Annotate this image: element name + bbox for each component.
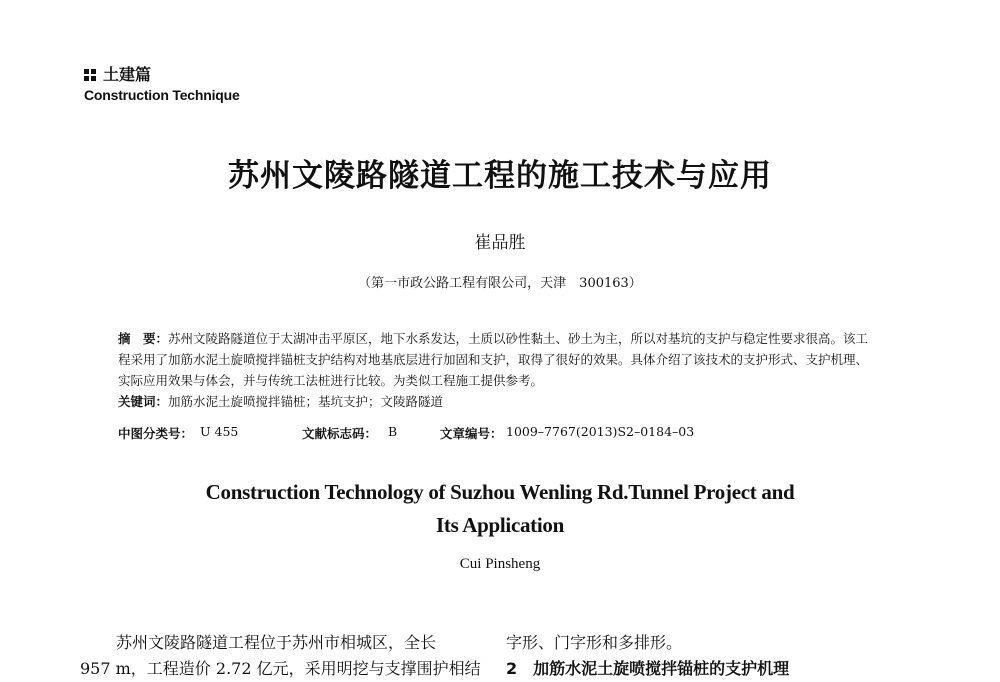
abstract-label: 摘 要： <box>118 331 169 346</box>
section-title-cn <box>84 66 240 84</box>
article-no-value: 1009–7767(2013)S2–0184–03 <box>506 424 695 439</box>
article-title-en <box>0 476 1000 542</box>
keywords-label: 关键词： <box>118 394 169 409</box>
keywords-line <box>118 391 878 412</box>
article-no-label: 文章编号： <box>440 426 503 441</box>
doc-code-value: B <box>388 424 398 439</box>
body-left-line-1: 苏州文陵路隧道工程位于苏州市相城区，全长 <box>116 633 437 652</box>
section-header <box>84 66 240 104</box>
body-right-line-1: 字形、门字形和多排形。 <box>506 633 683 652</box>
article-title-cn: 苏州文陵路隧道工程的施工技术与应用 <box>228 158 772 194</box>
abstract-block <box>118 328 878 412</box>
section-squares-icon <box>84 69 97 82</box>
affiliation-cn: （第一市政公路工程有限公司，天津 300163） <box>358 276 642 291</box>
author-en: Cui Pinsheng <box>459 556 541 572</box>
clc-value: U 455 <box>200 424 239 439</box>
abstract-text: 苏州文陵路隧道位于太湖冲击平原区，地下水系发达，土质以砂性黏土、砂土为主，所以对基坑的支护与稳定性要求很高。该工程采用了加筋水泥土旋喷搅拌锚桩支护结构对地基底层进行加固和支护，取得了很好的效果。具体介绍了该技术的支护形式、支护机理、实际应用效果与体会，并与传统工法桩进行比较。为类似工程施工提供参考。 <box>118 331 869 388</box>
doc-code-label: 文献标志码： <box>302 426 378 441</box>
section-label-cn: 土建篇 <box>103 65 152 84</box>
clc-label: 中图分类号： <box>118 426 194 441</box>
body-left-line-2: 957 m，工程造价 2.72 亿元，采用明挖与支撑围护相结 <box>80 659 481 678</box>
body-column-left <box>80 630 500 682</box>
title-en-line-2: Its Application <box>436 513 564 537</box>
body-column-right <box>506 630 926 682</box>
title-en-line-1: Construction Technology of Suzhou Wenling Rd.Tunnel Project and <box>205 480 795 504</box>
keywords-text: 加筋水泥土旋喷搅拌锚桩；基坑支护；文陵路隧道 <box>168 394 444 409</box>
abstract-paragraph <box>118 328 878 391</box>
section-heading-2: 2 加筋水泥土旋喷搅拌锚桩的支护机理 <box>506 659 790 678</box>
section-title-en: Construction Technique <box>84 87 240 103</box>
author-cn: 崔品胜 <box>474 233 526 253</box>
